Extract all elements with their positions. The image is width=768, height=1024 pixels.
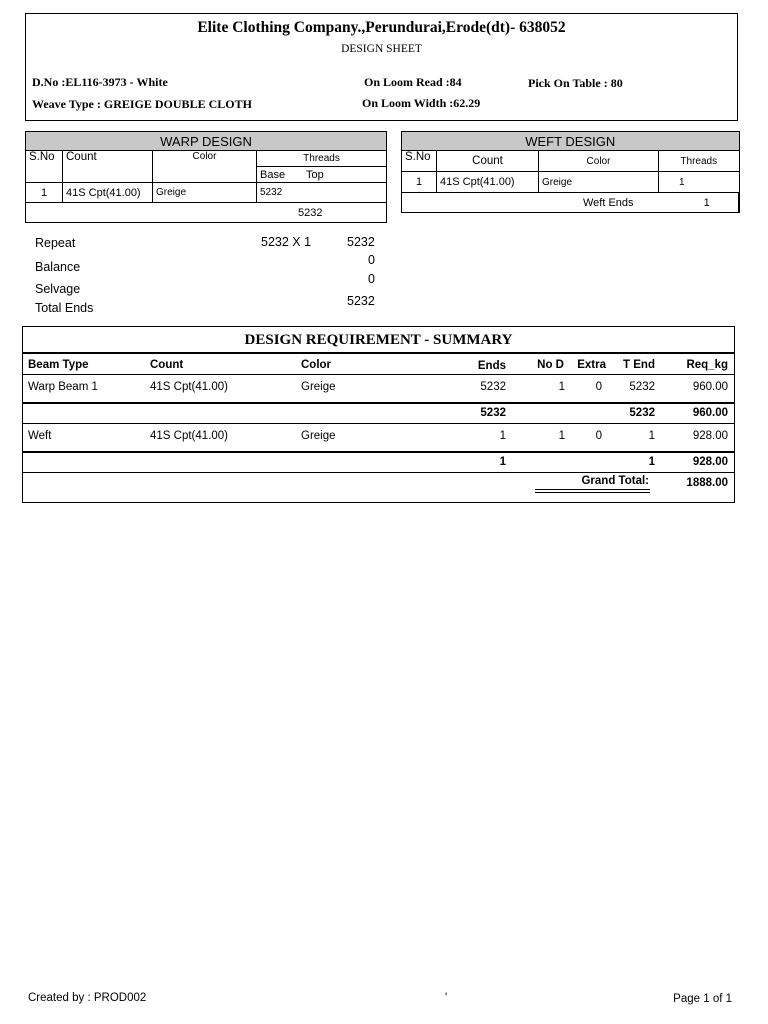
repeat-value: 5232 bbox=[347, 235, 375, 249]
warp-nod: 1 bbox=[558, 381, 565, 393]
weft-ends-row bbox=[402, 193, 740, 213]
weft-tend: 1 bbox=[648, 430, 655, 442]
header-box bbox=[25, 13, 738, 121]
balance-label: Balance bbox=[35, 260, 81, 274]
hdr-nod: No D bbox=[537, 359, 564, 371]
hdr-count: Count bbox=[150, 359, 184, 371]
warp-col-count: Count bbox=[63, 151, 153, 183]
weft-beam-type: Weft bbox=[28, 430, 52, 442]
warp-sub-base: Base bbox=[257, 167, 304, 183]
design-number: D.No :EL116-3973 - White bbox=[32, 75, 168, 89]
footer-mark: ' bbox=[445, 992, 448, 1004]
warp-row-color: Greige bbox=[153, 183, 257, 203]
weft-col-sno: S.No bbox=[402, 151, 437, 172]
warp-row-sno: 1 bbox=[26, 183, 63, 203]
weft-sub-tend: 1 bbox=[648, 456, 655, 468]
warp-beam-type: Warp Beam 1 bbox=[28, 381, 98, 393]
sheet-title: DESIGN SHEET bbox=[341, 43, 422, 55]
selvage-value: 0 bbox=[368, 272, 375, 286]
selvage-label: Selvage bbox=[35, 282, 81, 296]
hdr-tend: T End bbox=[623, 359, 655, 371]
hdr-ends: Ends bbox=[477, 360, 506, 372]
warp-design-table bbox=[25, 131, 387, 223]
weft-req: 928.00 bbox=[692, 430, 728, 442]
summary-header-divider bbox=[23, 352, 734, 354]
warp-req: 960.00 bbox=[692, 381, 728, 393]
warp-sub-ends: 5232 bbox=[480, 407, 506, 419]
summary-box bbox=[22, 326, 735, 503]
repeat-expression: 5232 X 1 bbox=[261, 235, 312, 249]
balance-value: 0 bbox=[368, 253, 375, 267]
summary-title: DESIGN REQUIREMENT - SUMMARY bbox=[244, 332, 513, 348]
hdr-req: Req_kg bbox=[686, 359, 728, 371]
grand-total-double-underline bbox=[535, 489, 650, 493]
warp-color: Greige bbox=[301, 381, 336, 393]
weft-extra: 0 bbox=[595, 430, 602, 442]
warp-ends: 5232 bbox=[480, 381, 506, 393]
warp-extra: 0 bbox=[595, 381, 602, 393]
summary-header-underline bbox=[23, 374, 734, 375]
warp-col-color: Color bbox=[153, 151, 257, 183]
warp-tend: 5232 bbox=[629, 381, 655, 393]
weft-subtotal-divider bbox=[23, 451, 734, 453]
weft-sub-ends: 1 bbox=[499, 456, 506, 468]
warp-count: 41S Cpt(41.00) bbox=[150, 381, 228, 393]
weave-type: Weave Type : GREIGE DOUBLE CLOTH bbox=[32, 97, 252, 111]
hdr-color: Color bbox=[301, 359, 332, 371]
on-loom-width: On Loom Width :62.29 bbox=[362, 96, 481, 110]
warp-row-base: 5232 bbox=[257, 183, 387, 203]
warp-sub-req: 960.00 bbox=[692, 407, 728, 419]
warp-design-title: WARP DESIGN bbox=[26, 132, 387, 151]
weft-row-threads: 1 bbox=[659, 172, 740, 193]
weft-nod: 1 bbox=[558, 430, 565, 442]
weft-count: 41S Cpt(41.00) bbox=[150, 430, 228, 442]
repeat-label: Repeat bbox=[35, 236, 76, 250]
on-loom-read: On Loom Read :84 bbox=[364, 75, 462, 89]
page-number: Page 1 of 1 bbox=[673, 993, 732, 1005]
hdr-beam-type: Beam Type bbox=[28, 359, 89, 371]
weft-col-color: Color bbox=[539, 151, 659, 172]
warp-sub-tend: 5232 bbox=[629, 407, 655, 419]
weft-subtotal-underline bbox=[23, 472, 734, 473]
weft-color: Greige bbox=[301, 430, 336, 442]
total-ends-label: Total Ends bbox=[35, 301, 94, 315]
pick-on-table: Pick On Table : 80 bbox=[528, 76, 623, 90]
hdr-extra: Extra bbox=[577, 359, 606, 371]
warp-subtotal-divider bbox=[23, 402, 734, 404]
company-title: Elite Clothing Company.,Perundurai,Erode(dt)- 638052 bbox=[197, 19, 566, 36]
weft-row-sno: 1 bbox=[402, 172, 437, 193]
warp-subtotal-underline bbox=[23, 423, 734, 424]
weft-ends-value: 1 bbox=[703, 196, 710, 209]
weft-row-color: Greige bbox=[539, 172, 659, 193]
weft-sub-req: 928.00 bbox=[692, 456, 728, 468]
created-by: Created by : PROD002 bbox=[28, 992, 147, 1004]
weft-col-threads: Threads bbox=[659, 151, 740, 172]
total-ends-value: 5232 bbox=[347, 294, 375, 308]
weft-col-count: Count bbox=[437, 151, 539, 172]
weft-row-count: 41S Cpt(41.00) bbox=[437, 172, 539, 193]
weft-ends-label: Weft Ends bbox=[583, 196, 634, 209]
warp-col-threads: Threads bbox=[257, 151, 387, 167]
warp-total: 5232 bbox=[26, 203, 387, 223]
warp-col-sno: S.No bbox=[26, 151, 63, 183]
warp-row-count: 41S Cpt(41.00) bbox=[63, 183, 153, 203]
warp-sub-top: Top bbox=[303, 167, 387, 183]
weft-ends: 1 bbox=[499, 430, 506, 442]
grand-total-label: Grand Total: bbox=[581, 475, 649, 487]
weft-design-table bbox=[401, 131, 740, 213]
weft-design-title: WEFT DESIGN bbox=[402, 132, 740, 151]
grand-total-value: 1888.00 bbox=[686, 477, 728, 489]
